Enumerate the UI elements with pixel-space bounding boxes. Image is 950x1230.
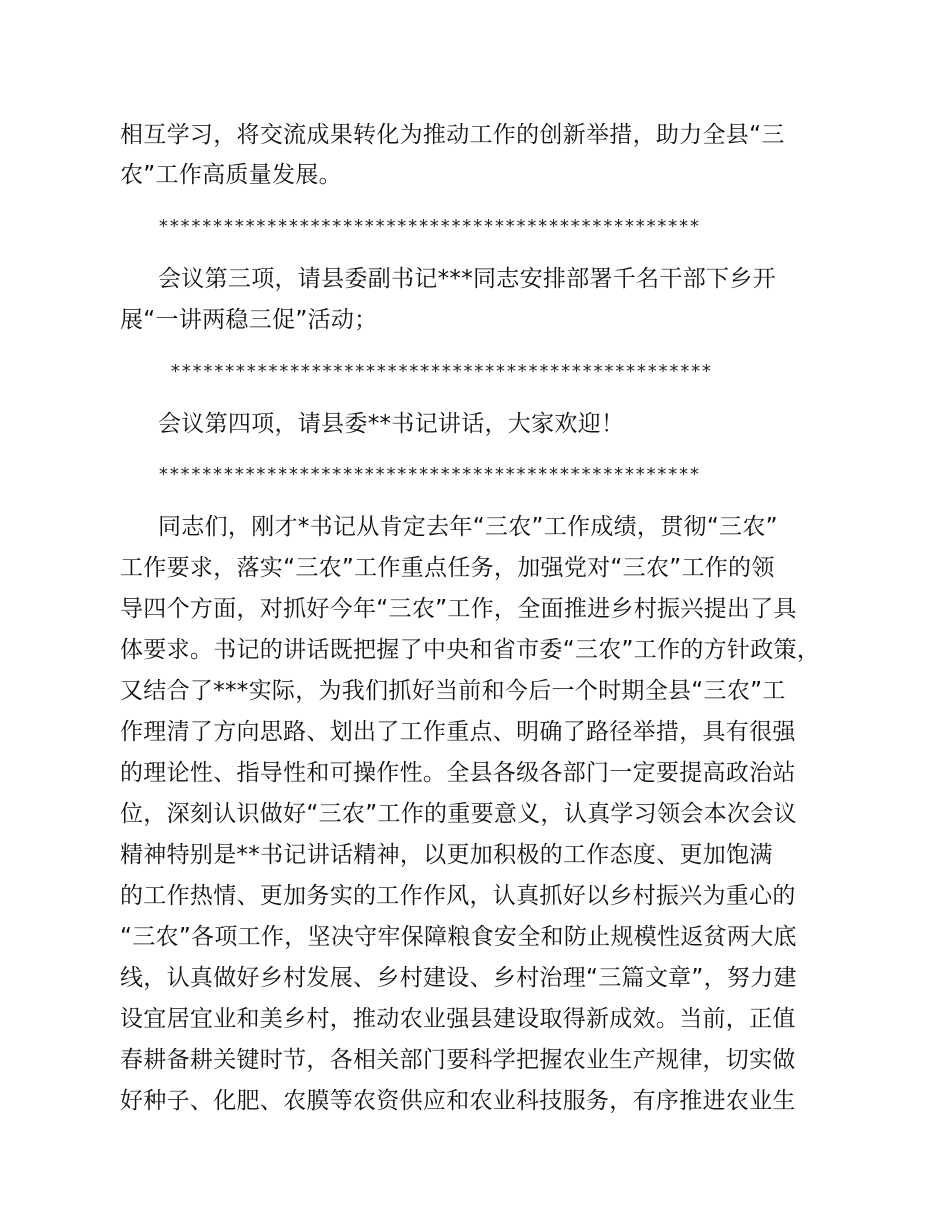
paragraph-line: 春耕备耕关键时节，各相关部门要科学把握农业生产规律，切实做: [120, 1047, 796, 1073]
paragraph-line: “三农”各项工作，坚决守牢保障粮食安全和防止规模性返贫两大底: [120, 924, 797, 950]
separator-stars: **************************************************: [170, 361, 712, 382]
paragraph-line: 的工作热情、更加务实的工作作风，认真抓好以乡村振兴为重心的: [120, 883, 796, 909]
paragraph-line: 展“一讲两稳三促”活动；: [120, 307, 378, 333]
paragraph-line: 精神特别是**书记讲话精神，以更加积极的工作态度、更加饱满: [120, 842, 773, 868]
paragraph-line: 体要求。书记的讲话既把握了中央和省市委“三农”工作的方针政策，: [120, 637, 821, 663]
paragraph-line: 会议第三项，请县委副书记***同志安排部署千名干部下乡开: [158, 266, 776, 292]
paragraph-line: 农”工作高质量发展。: [120, 162, 342, 188]
separator-stars: **************************************************: [158, 464, 700, 485]
paragraph-line: 工作要求，落实“三农”工作重点任务，加强党对“三农”工作的领: [120, 555, 775, 581]
paragraph-line: 好种子、化肥、农膜等农资供应和农业科技服务，有序推进农业生: [120, 1088, 796, 1114]
paragraph-line: 的理论性、指导性和可操作性。全县各级各部门一定要提高政治站: [120, 760, 796, 786]
separator-stars: **************************************************: [158, 216, 700, 237]
paragraph-line: 设宜居宜业和美乡村，推动农业强县建设取得新成效。当前，正值: [120, 1006, 796, 1032]
paragraph-line: 位，深刻认识做好“三农”工作的重要意义，认真学习领会本次会议: [120, 801, 797, 827]
paragraph-line: 相互学习，将交流成果转化为推动工作的创新举措，助力全县“三: [120, 122, 785, 148]
paragraph-line: 线，认真做好乡村发展、乡村建设、乡村治理“三篇文章”，努力建: [120, 965, 797, 991]
paragraph-line: 导四个方面，对抓好今年“三农”工作，全面推进乡村振兴提出了具: [120, 596, 797, 622]
paragraph-line: 会议第四项，请县委**书记讲话，大家欢迎！: [158, 411, 625, 437]
paragraph-line: 作理清了方向思路、划出了工作重点、明确了路径举措，具有很强: [120, 719, 796, 745]
paragraph-line: 同志们，刚才*书记从肯定去年“三农”工作成绩，贯彻“三农”: [158, 514, 778, 540]
paragraph-line: 又结合了***实际，为我们抓好当前和今后一个时期全县“三农”工: [120, 678, 786, 704]
